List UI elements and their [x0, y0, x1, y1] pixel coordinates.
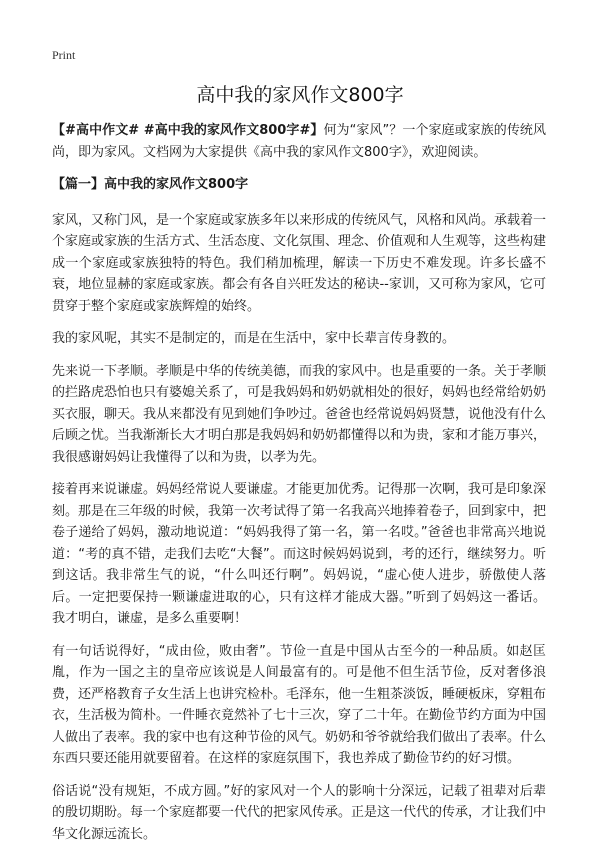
body-paragraph: 家风，又称门风，是一个家庭或家族多年以来形成的传统风气，风格和风尚。承载着一个家庭或家族的生活方式、生活态度、文化氛围、理念、价值观和人生观等，这些构建成一个家庭或家族独特的特色。我们稍加梳理，解读一下历史不难发现。许多长盛不衰，地位显赫的家庭或家族。都会有各自兴旺发达的秘诀--家训，又可称为家风，它可贯穿于整个家庭或家族辉煌的始终。 — [52, 212, 547, 314]
body-paragraph: 接着再来说谦虚。妈妈经常说人要谦虚。才能更加优秀。记得那一次啊，我可是印象深刻。那是在三年级的时候，我第一次考试得了第一名我高兴地捧着卷子，回到家中，把卷子递给了妈妈，激动地说道：“妈妈我得了第一名，第一名哎。”爸爸也非常高兴地说道：“考的真不错，走我们去吃“大餐”。而这时候妈妈说到，考的还行，继续努力。听到这话。我非常生气的说，“什么叫还行啊”。妈妈说，“虚心使人进步，骄傲使人落后。一定把要保持一颗谦虚进取的心，只有这样才能成大器。”听到了妈妈这一番话。我才明白，谦虚，是多么重要啊！ — [52, 482, 547, 626]
body-paragraph: 我的家风呢，其实不是制定的，而是在生活中，家中长辈言传身教的。 — [52, 331, 456, 346]
print-label: Print — [52, 48, 76, 62]
body-paragraph: 俗话说“没有规矩，不成方圆。”好的家风对一个人的影响十分深远，记载了祖辈对后辈的殷切期盼。每一个家庭都要一代代的把家风传承。正是这一代代的传承，才让我们中华文化源远流长。 — [52, 783, 547, 842]
document-body — [52, 120, 546, 856]
section-heading: 【篇一】高中我的家风作文800字 — [52, 177, 249, 192]
body-paragraph: 有一句话说得好，“成由俭，败由奢”。节俭一直是中国从古至今的一种品质。如赵匡胤，作为一国之主的皇帝应该说是人间最富有的。可是他不但生活节俭，反对奢侈浪费，还严格教育子女生活上也讲究检朴。毛泽东，他一生粗茶淡饭，睡硬板床，穿粗布衣，生活极为简朴。一件睡衣竟然补了七十三次，穿了二十年。在勤俭节约方面为中国人做出了表率。我的家中也有这种节俭的风气。奶奶和爷爷就给我们做出了表率。什么东西只要还能用就要留着。在这样的家庭氛围下，我也养成了勤俭节约的好习惯。 — [52, 643, 547, 766]
page-title: 高中我的家风作文800字 — [196, 84, 404, 106]
body-paragraph: 先来说一下孝顺。孝顺是中华的传统美德，而我的家风中。也是重要的一条。关于孝顺的拦路虎恐怕也只有婆媳关系了，可是我妈妈和奶奶就相处的很好，妈妈也经常给奶奶买衣服，聊天。我从来都没有见到她们争吵过。爸爸也经常说妈妈贤慧，说他没有什么后顾之忧。当我渐渐长大才明白那是我妈妈和奶奶都懂得以和为贵，家和才能万事兴，我很感谢妈妈让我懂得了以和为贵，以孝为先。 — [52, 363, 547, 465]
intro-text: 何为“家风”？一个家庭或家族的传统风尚，即为家风。文档网为大家提供《高中我的家风作文800字》，欢迎阅读。 — [52, 123, 546, 160]
intro-tag: 【#高中作文# #高中我的家风作文800字#】 — [52, 123, 324, 138]
intro-paragraph — [52, 120, 546, 163]
